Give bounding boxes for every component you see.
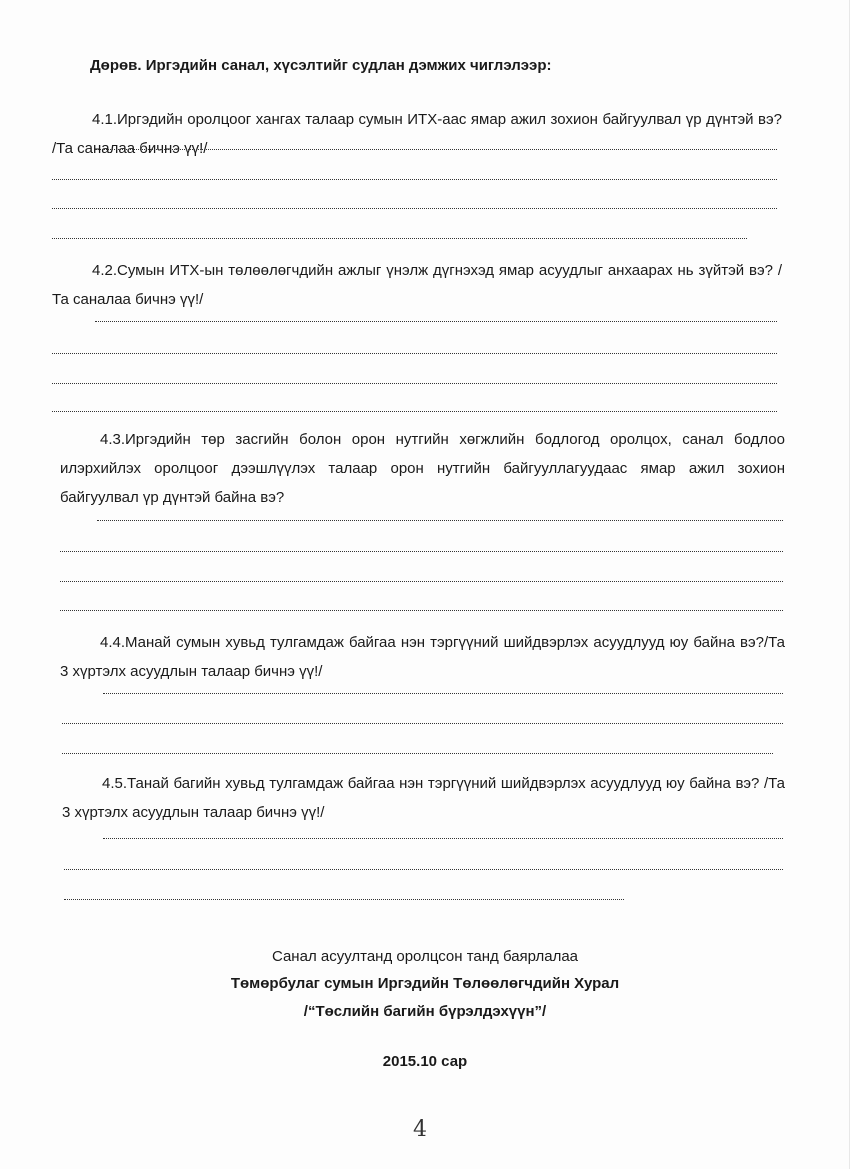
question-4-2: 4.2.Сумын ИТХ-ын төлөөлөгчдийн ажлыг үнэлж дүгнэхэд ямар асуудлыг анхаарах нь зүйтэй вэ? /Та саналаа бичнэ үү!/: [52, 262, 782, 308]
answer-line[interactable]: [52, 352, 777, 354]
answer-line[interactable]: [62, 722, 783, 724]
question-4-3: 4.3.Иргэдийн төр засгийн болон орон нутгийн хөгжлийн бодлогод оролцох, санал бодлоо илэрхийлэх оролцоог дээшлүүлэх талаар орон нутгийн байгууллагуудаас ямар ажил зохион байгуулвал үр дүнтэй байна вэ?: [60, 431, 785, 506]
page-number: 4: [413, 1117, 427, 1142]
section-heading: Дөрөв. Иргэдийн санал, хүсэлтийг судлан дэмжих чиглэлээр:: [90, 57, 552, 74]
answer-line[interactable]: [95, 320, 777, 322]
question-4-5: 4.5.Танай багийн хувьд тулгамдаж байгаа нэн тэргүүний шийдвэрлэх асуудлууд юу байна вэ? /Та 3 хүртэлх асуудлын талаар бичнэ үү!/: [62, 775, 785, 821]
answer-line[interactable]: [60, 550, 783, 552]
answer-line[interactable]: [103, 837, 783, 839]
question-4-1: 4.1.Иргэдийн оролцоог хангах талаар сумын ИТХ-аас ямар ажил зохион байгуулвал үр дүнтэй вэ? /Та саналаа бичнэ үү!/: [52, 111, 782, 157]
answer-line[interactable]: [103, 692, 783, 694]
answer-line[interactable]: [52, 178, 777, 180]
organization-name: Төмөрбулаг сумын Иргэдийн Төлөөлөгчдийн Хурал: [230, 975, 620, 992]
answer-line[interactable]: [64, 898, 624, 900]
question-4-4: 4.4.Манай сумын хувьд тулгамдаж байгаа нэн тэргүүний шийдвэрлэх асуудлууд юу байна вэ?/Та 3 хүртэлх асуудлын талаар бичнэ үү!/: [60, 634, 785, 680]
answer-line[interactable]: [64, 868, 783, 870]
answer-line[interactable]: [60, 580, 783, 582]
answer-line[interactable]: [60, 609, 783, 611]
answer-line[interactable]: [95, 148, 777, 150]
document-date: 2015.10 сар: [382, 1053, 468, 1070]
answer-line[interactable]: [52, 237, 747, 239]
project-team: /“Төслийн багийн бүрэлдэхүүн”/: [303, 1003, 547, 1020]
answer-line[interactable]: [52, 382, 777, 384]
answer-line[interactable]: [97, 519, 783, 521]
thanks-text: Санал асуултанд оролцсон танд баярлалаа: [271, 948, 579, 965]
answer-line[interactable]: [52, 207, 777, 209]
answer-line[interactable]: [62, 752, 773, 754]
answer-line[interactable]: [52, 410, 777, 412]
